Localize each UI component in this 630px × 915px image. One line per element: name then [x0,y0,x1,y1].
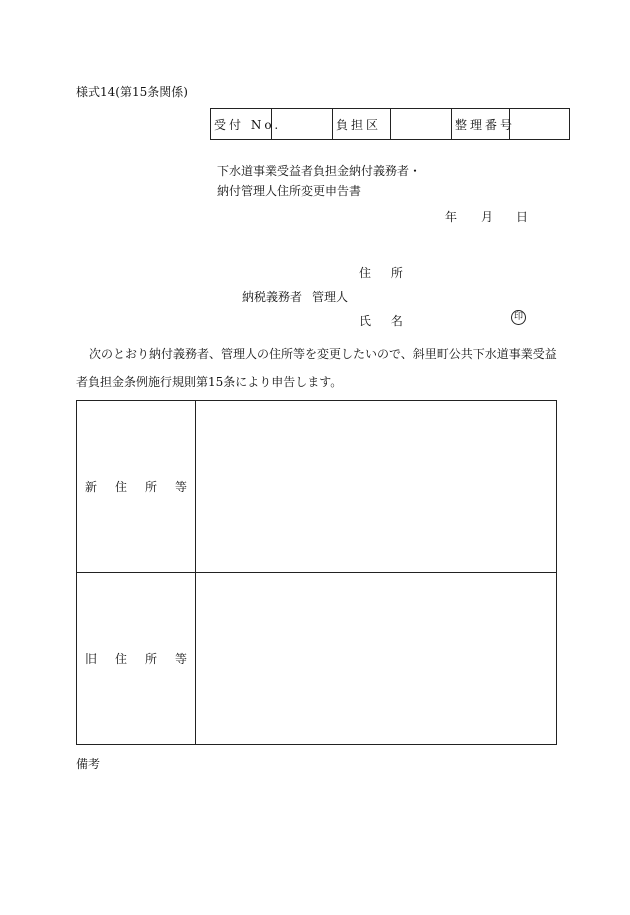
district-cell[interactable] [391,109,452,140]
address-change-table [76,400,557,745]
new-address-input-cell[interactable] [196,401,557,573]
payer-role-label: 納税義務者 [242,290,303,304]
old-address-input-cell[interactable] [196,573,557,745]
serial-no-cell[interactable] [510,109,570,140]
old-address-char: 等 [174,652,187,666]
document-title-line2: 納付管理人住所変更申告書 [217,184,362,198]
table-row [77,573,557,745]
manager-role-label: 管理人 [312,290,349,304]
reception-table [210,108,570,140]
date-month-label: 月 [481,210,494,224]
declaration-text-line2: 者負担金条例施行規則第15条により申告します。 [76,375,343,389]
declaration-text-line1: 次のとおり納付義務者、管理人の住所等を変更したいので、斜里町公共下水道事業受益 [89,347,557,361]
old-address-char: 旧 [85,652,98,666]
date-year-label: 年 [445,210,458,224]
new-address-char: 新 [85,480,98,494]
district-label: 負担区 [333,109,391,140]
new-address-char: 所 [144,480,157,494]
old-address-label-cell [77,573,196,745]
applicant-address-label: 住 所 [359,266,411,280]
serial-no-label: 整理番号 [452,109,510,140]
date-day-label: 日 [516,210,529,224]
new-address-char: 等 [174,480,187,494]
document-title-line1: 下水道事業受益者負担金納付義務者・ [217,164,422,178]
seal-mark: 印 [511,310,526,325]
form-number-label: 様式14(第15条関係) [76,85,188,99]
old-address-char: 所 [144,652,157,666]
table-row [77,401,557,573]
applicant-name-label: 氏 名 [359,314,411,328]
remarks-label: 備考 [76,757,101,771]
old-address-char: 住 [114,652,127,666]
new-address-char: 住 [114,480,127,494]
new-address-label-cell [77,401,196,573]
receipt-no-label: 受付 No. [211,109,272,140]
